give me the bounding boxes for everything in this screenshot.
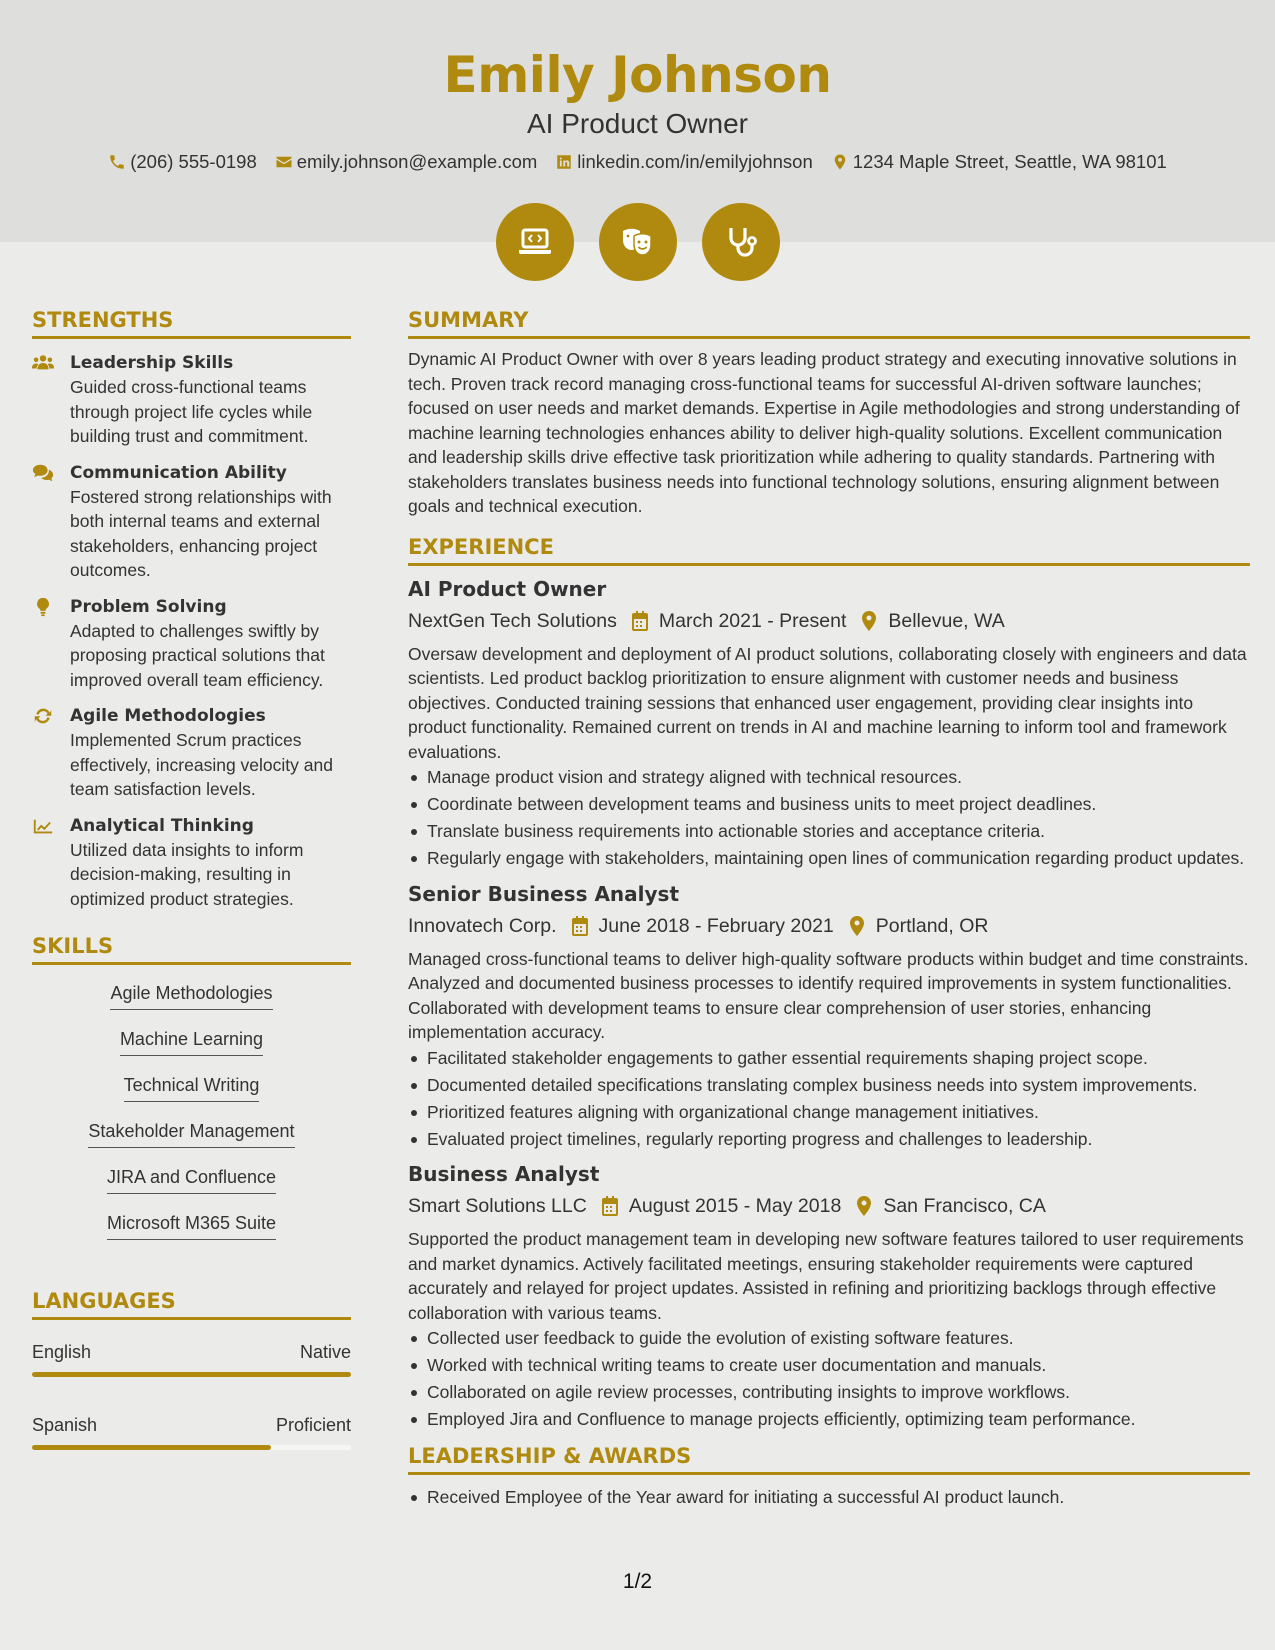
stethoscope-icon [702, 203, 780, 281]
language-name: Spanish [32, 1415, 98, 1435]
list-item: Collected user feedback to guide the evolution of existing software features. [408, 1326, 1250, 1351]
job-company: Innovatech Corp. [408, 914, 557, 937]
location-pin-icon [848, 916, 866, 936]
list-item: Coordinate between development teams and business units to meet project deadlines. [408, 792, 1250, 817]
language-item [32, 1340, 351, 1377]
job-description: Managed cross-functional teams to deliver high-quality software products within budget and time constraints. Analyzed and documented business processes to identify required improvements in system functionalities. Collaborated with development teams to ensure clear comprehension of user stories, enhancing implementation accuracy. [408, 948, 1249, 1042]
job-bullets [408, 1326, 1250, 1432]
job-description: Supported the product management team in developing new software features tailored to user requirements and market dynamics. Actively facilitated meetings, ensuring stakeholder requirements were captured accurately and relayed for project updates. Assisted in refining and prioritizing backlogs through effective collaboration with various teams. [408, 1229, 1244, 1323]
contact-email[interactable] [275, 151, 538, 173]
job-title: Senior Business Analyst [408, 881, 680, 906]
language-name: English [32, 1342, 92, 1362]
job-meta [408, 1191, 1250, 1221]
theater-masks-icon [599, 203, 677, 281]
job-entry [408, 879, 1250, 1152]
strength-desc: Fostered strong relationships with both internal teams and external stakeholders, enhancing project outcomes. [70, 486, 332, 580]
calendar-icon [631, 611, 649, 631]
calendar-icon [601, 1196, 619, 1216]
strength-item [32, 351, 351, 449]
list-item: Prioritized features aligning with organizational change management initiatives. [408, 1100, 1250, 1125]
strength-item [32, 461, 351, 583]
badge-row [0, 203, 1275, 281]
phone-icon [108, 153, 126, 171]
strength-item [32, 704, 351, 802]
skills-list [32, 973, 351, 1249]
job-location: San Francisco, CA [883, 1195, 1046, 1217]
strength-item [32, 814, 351, 912]
list-item: Translate business requirements into actionable stories and acceptance criteria. [408, 819, 1250, 844]
list-item: Facilitated stakeholder engagements to gather essential requirements shaping project scope. [408, 1046, 1250, 1071]
strength-desc: Implemented Scrum practices effectively, increasing velocity and team satisfaction levels. [70, 730, 333, 799]
language-item [32, 1413, 351, 1450]
skill-item: Microsoft M365 Suite [107, 1203, 276, 1240]
list-item: Documented detailed specifications translating complex business needs into system improvements. [408, 1073, 1250, 1098]
location-pin-icon [860, 611, 878, 631]
languages-heading: LANGUAGES [32, 1289, 351, 1320]
skill-item: JIRA and Confluence [107, 1157, 276, 1194]
job-title: AI Product Owner [408, 576, 607, 601]
job-dates: June 2018 - February 2021 [598, 914, 834, 937]
job-bullets [408, 765, 1250, 871]
contact-phone [108, 151, 257, 173]
job-location: Bellevue, WA [888, 609, 1005, 632]
users-icon [32, 353, 54, 373]
line-chart-icon [32, 816, 54, 836]
location-pin-icon [831, 153, 849, 171]
skill-item: Technical Writing [124, 1065, 260, 1102]
address-text: 1234 Maple Street, Seattle, WA 98101 [852, 151, 1167, 172]
skills-heading: SKILLS [32, 934, 351, 965]
phone-text: (206) 555-0198 [130, 151, 257, 172]
job-entry [408, 574, 1250, 871]
strength-desc: Guided cross-functional teams through project life cycles while building trust and commitment. [70, 377, 313, 446]
envelope-icon [275, 153, 293, 171]
laptop-code-icon [496, 203, 574, 281]
summary-heading: SUMMARY [408, 308, 1250, 339]
contact-address [831, 151, 1167, 173]
linkedin-icon [555, 153, 573, 171]
language-level: Proficient [275, 1415, 351, 1435]
job-meta [408, 911, 1250, 941]
job-meta [408, 606, 1250, 636]
strength-name: Analytical Thinking [70, 815, 254, 836]
candidate-title: AI Product Owner [527, 108, 748, 139]
job-location: Portland, OR [875, 914, 989, 937]
contact-row [0, 151, 1275, 173]
experience-heading: EXPERIENCE [408, 535, 1250, 566]
strength-item [32, 595, 351, 693]
job-dates: August 2015 - May 2018 [628, 1195, 842, 1217]
job-company: NextGen Tech Solutions [408, 609, 617, 632]
contact-linkedin[interactable] [555, 151, 812, 173]
right-column [408, 308, 1250, 1512]
summary-text: Dynamic AI Product Owner with over 8 years leading product strategy and executing innovative solutions in tech. Proven track record managing cross-functional teams for successful AI-driven software launches; focused on user needs and market demands. Expertise in Agile methodologies and strong understanding of machine learning technologies enhances ability to deliver high-quality solutions. Excellent communication and leadership skills drive effective task prioritization while adhering to quality standards. Partnering with stakeholders translates business needs into functional technology solutions, ensuring alignment between goals and technical execution. [408, 349, 1240, 516]
strength-name: Problem Solving [70, 596, 227, 617]
strengths-heading: STRENGTHS [32, 308, 351, 339]
list-item: Employed Jira and Confluence to manage projects efficiently, optimizing team performance. [408, 1407, 1250, 1432]
email-text: emily.johnson@example.com [296, 151, 538, 172]
language-bar-fill [32, 1445, 271, 1450]
language-level: Native [299, 1342, 351, 1362]
skill-item: Stakeholder Management [88, 1111, 294, 1148]
list-item: Collaborated on agile review processes, contributing insights to improve workflows. [408, 1380, 1250, 1405]
awards-list [408, 1485, 1250, 1510]
job-company: Smart Solutions LLC [408, 1195, 587, 1217]
language-bar [32, 1445, 351, 1450]
skill-item: Agile Methodologies [110, 973, 272, 1010]
list-item: Received Employee of the Year award for initiating a successful AI product launch. [408, 1485, 1250, 1510]
strength-name: Agile Methodologies [70, 706, 266, 726]
strength-name: Leadership Skills [70, 353, 234, 373]
linkedin-text: linkedin.com/in/emilyjohnson [577, 151, 813, 172]
strength-name: Communication Ability [70, 462, 287, 483]
list-item: Regularly engage with stakeholders, maintaining open lines of communication regarding product updates. [408, 846, 1250, 871]
lightbulb-icon [32, 597, 54, 617]
job-dates: March 2021 - Present [658, 609, 847, 632]
language-bar-fill [32, 1372, 351, 1377]
job-title: Business Analyst [408, 1162, 600, 1186]
candidate-name: Emily Johnson [443, 46, 832, 104]
list-item: Manage product vision and strategy aligned with technical resources. [408, 765, 1250, 790]
strength-desc: Adapted to challenges swiftly by proposing practical solutions that improved overall team efficiency. [70, 620, 325, 690]
calendar-icon [571, 916, 589, 936]
list-item: Evaluated project timelines, regularly reporting progress and challenges to leadership. [408, 1127, 1250, 1152]
strength-desc: Utilized data insights to inform decision-making, resulting in optimized product strategies. [70, 839, 304, 909]
left-column [32, 308, 351, 1450]
sync-icon [32, 706, 54, 726]
awards-heading: LEADERSHIP & AWARDS [408, 1444, 1250, 1475]
language-bar [32, 1372, 351, 1377]
comments-icon [32, 463, 54, 483]
job-entry [408, 1159, 1250, 1432]
job-bullets [408, 1046, 1250, 1152]
list-item: Worked with technical writing teams to create user documentation and manuals. [408, 1353, 1250, 1378]
skill-item: Machine Learning [120, 1019, 263, 1056]
location-pin-icon [855, 1196, 873, 1216]
page-number: 1/2 [622, 1570, 653, 1593]
job-description: Oversaw development and deployment of AI product solutions, collaborating closely with engineers and data scientists. Led product backlog prioritization to ensure alignment with customer needs and business objectives. Conducted training sessions that enhanced user engagement, providing clear insights into product functionality. Remained current on trends in AI and machine learning to inform tool and framework evaluations. [408, 643, 1247, 762]
